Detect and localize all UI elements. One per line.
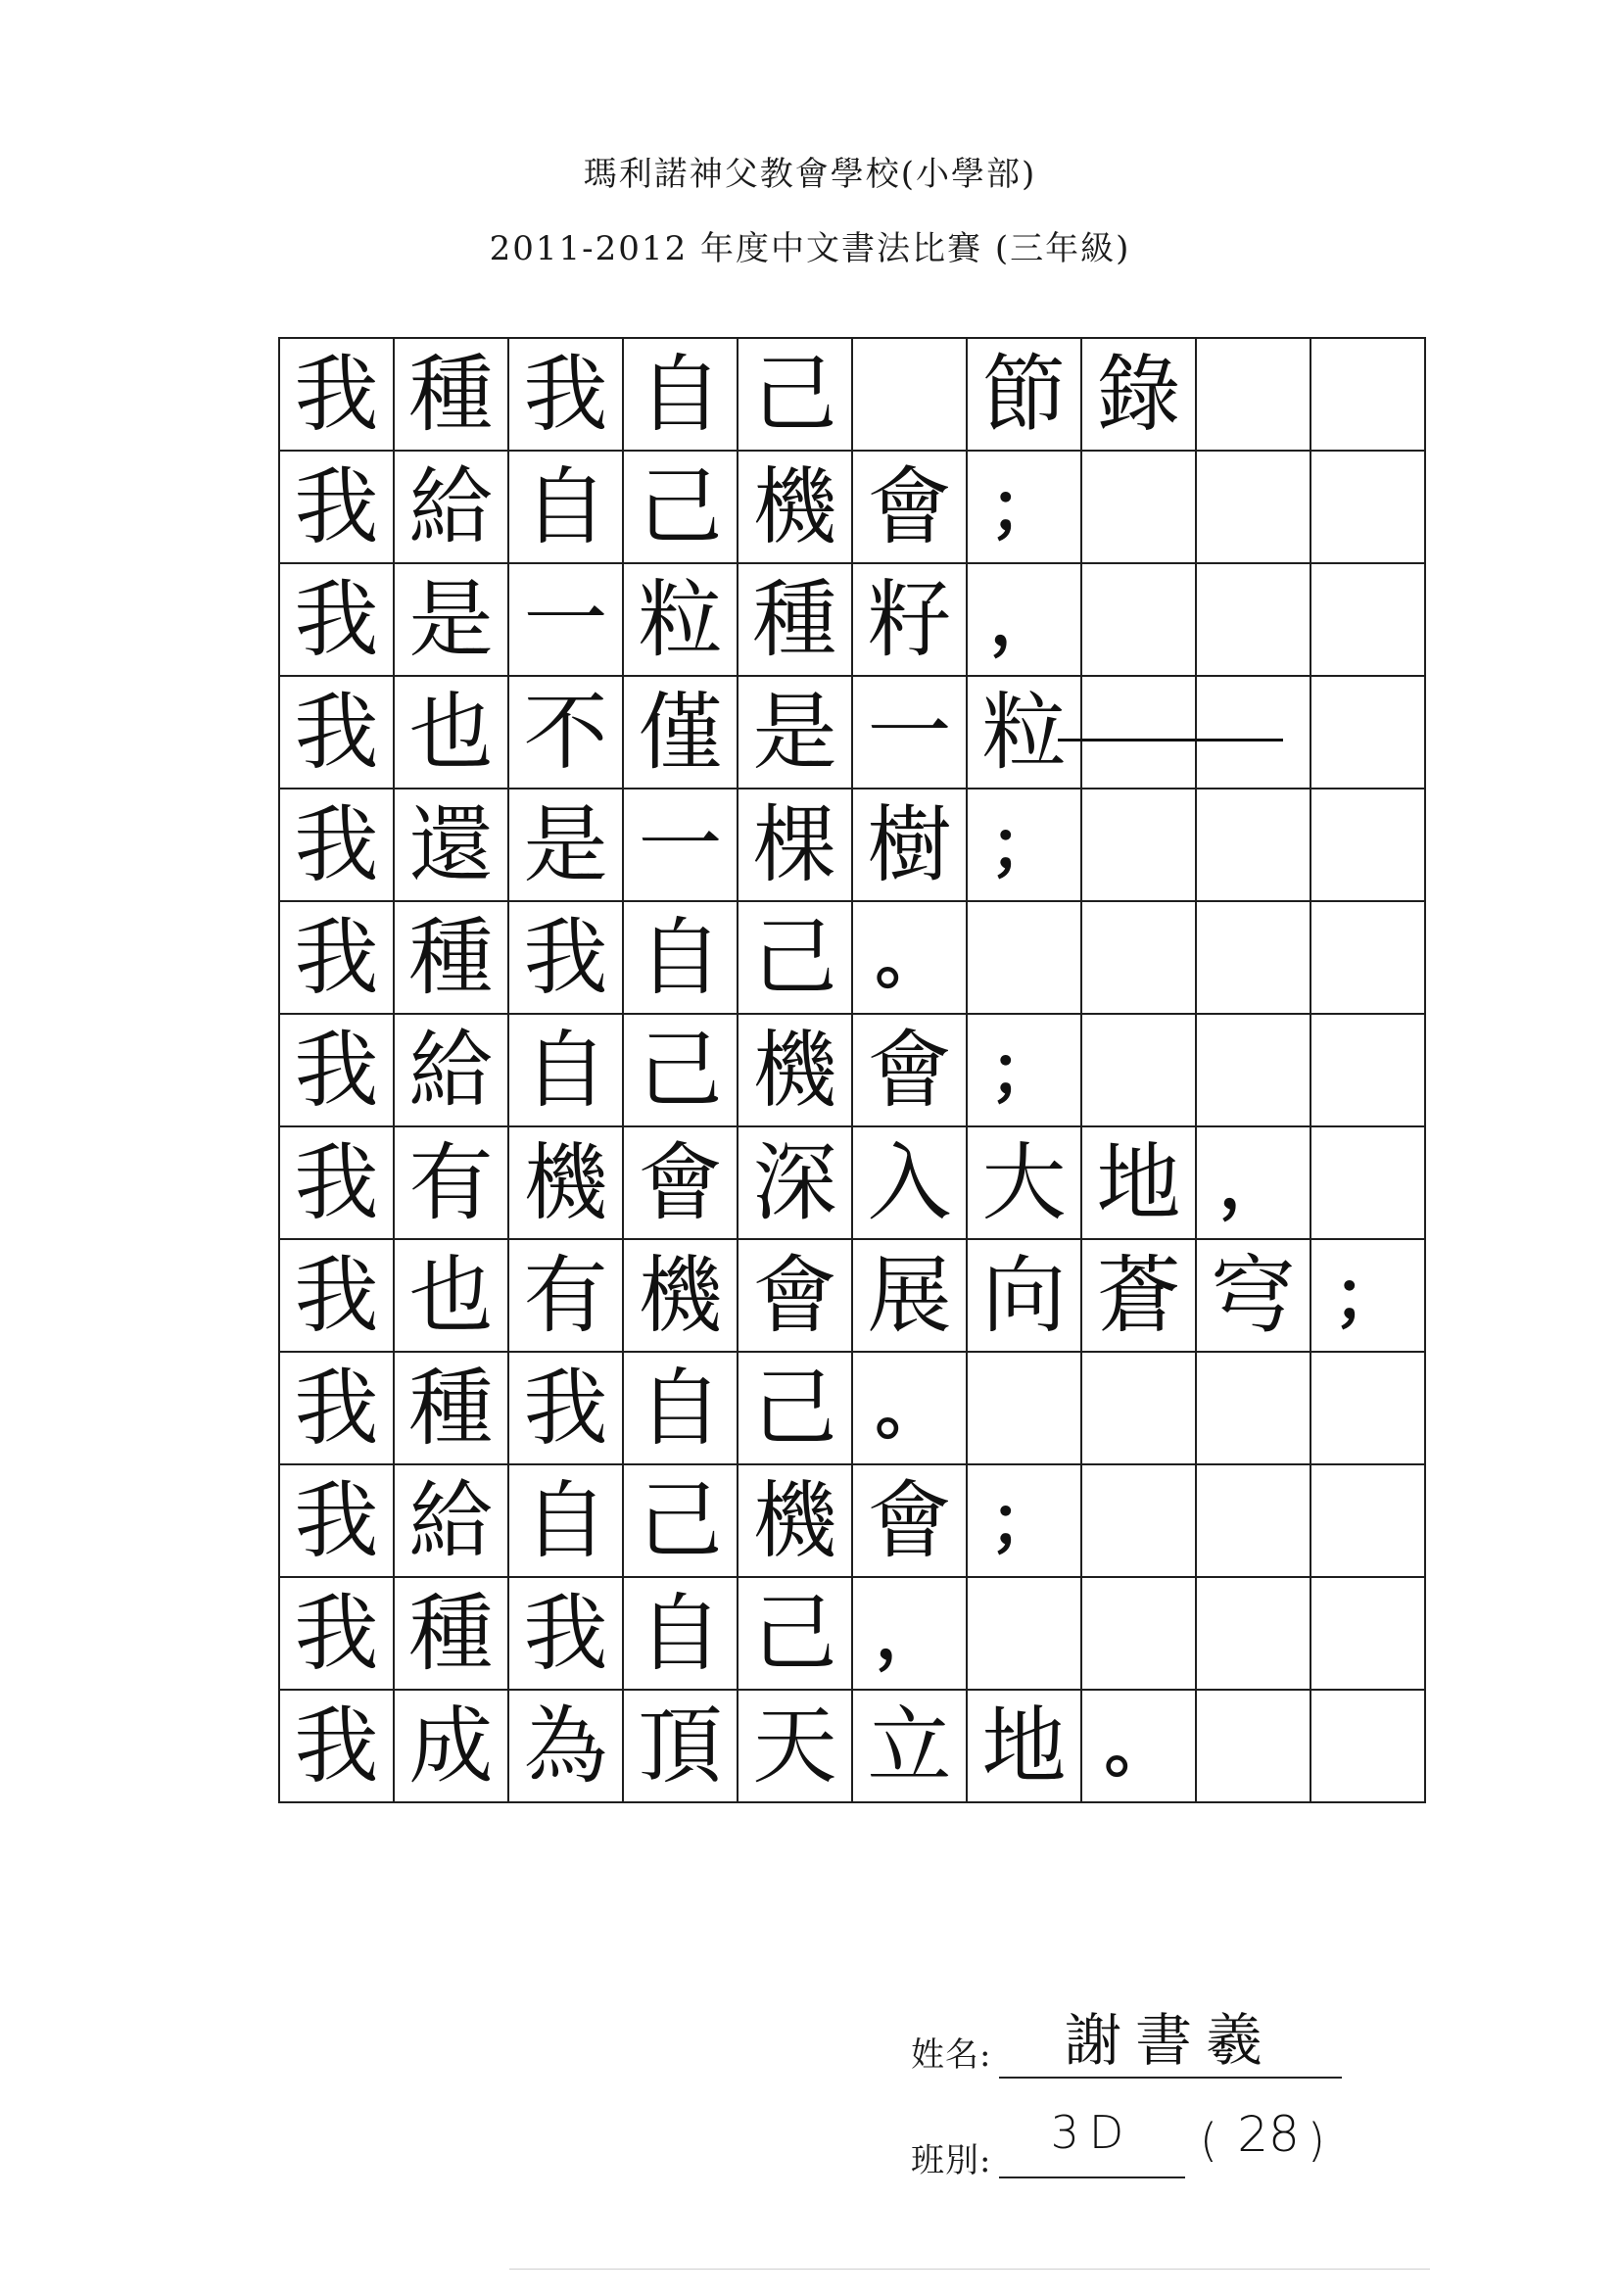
grid-cell: 種 (394, 1577, 508, 1690)
grid-cell: 深 (738, 1126, 852, 1239)
grid-cell: 成 (394, 1690, 508, 1802)
grid-cell: 我 (279, 1014, 394, 1126)
grid-row (279, 1690, 1425, 1802)
grid-cell: 我 (279, 338, 394, 451)
grid-cell: 。 (852, 901, 967, 1014)
grid-cell: 己 (623, 1464, 738, 1577)
grid-row (279, 1014, 1425, 1126)
grid-cell: 展 (852, 1239, 967, 1352)
grid-cell: 是 (508, 789, 623, 901)
grid-cell: 也 (394, 676, 508, 789)
grid-cell: 我 (279, 901, 394, 1014)
grid-cell (1196, 451, 1310, 563)
grid-cell: 有 (508, 1239, 623, 1352)
grid-cell: 機 (738, 1014, 852, 1126)
grid-cell: 籽 (852, 563, 967, 676)
grid-cell (1196, 901, 1310, 1014)
grid-cell: 天 (738, 1690, 852, 1802)
grid-cell: 入 (852, 1126, 967, 1239)
grid-cell: ， (967, 563, 1081, 676)
grid-cell: 頂 (623, 1690, 738, 1802)
grid-cell: 樹 (852, 789, 967, 901)
grid-cell (1081, 676, 1196, 789)
grid-cell: 機 (508, 1126, 623, 1239)
grid-cell: 己 (738, 338, 852, 451)
grid-cell: ； (967, 1014, 1081, 1126)
grid-cell: 種 (394, 338, 508, 451)
grid-cell (1081, 1464, 1196, 1577)
grid-cell: 是 (394, 563, 508, 676)
grid-cell: 種 (738, 563, 852, 676)
grid-cell (1310, 1690, 1425, 1802)
grid-cell: 是 (738, 676, 852, 789)
grid-cell (1310, 789, 1425, 901)
grid-cell (1081, 1352, 1196, 1464)
grid-cell (1196, 1577, 1310, 1690)
grid-cell: 己 (738, 901, 852, 1014)
grid-cell: ， (1196, 1126, 1310, 1239)
grid-cell: 地 (1081, 1126, 1196, 1239)
grid-row (279, 1577, 1425, 1690)
grid-cell: 錄 (1081, 338, 1196, 451)
seat-open-paren: ( (1200, 2114, 1217, 2167)
grid-cell (1310, 1014, 1425, 1126)
grid-cell: 向 (967, 1239, 1081, 1352)
grid-cell: 我 (279, 1352, 394, 1464)
grid-cell: 粒 (967, 676, 1081, 789)
grid-cell (1081, 563, 1196, 676)
grid-cell: 己 (738, 1352, 852, 1464)
grid-cell: ； (1310, 1239, 1425, 1352)
grid-cell: 自 (623, 1352, 738, 1464)
grid-cell: 自 (623, 901, 738, 1014)
bottom-rule (509, 2269, 1430, 2270)
grid-cell: 為 (508, 1690, 623, 1802)
grid-cell: 地 (967, 1690, 1081, 1802)
name-underline (999, 2077, 1342, 2079)
class-underline (999, 2176, 1185, 2178)
grid-cell: 我 (279, 1239, 394, 1352)
grid-cell: 也 (394, 1239, 508, 1352)
class-value: 3D (1050, 2106, 1134, 2159)
grid-cell (1310, 1464, 1425, 1577)
grid-cell: 立 (852, 1690, 967, 1802)
grid-cell (1081, 1577, 1196, 1690)
name-value: 謝書羲 (1064, 2007, 1276, 2074)
grid-cell: 自 (508, 451, 623, 563)
grid-cell: ， (852, 1577, 967, 1690)
grid-cell: 我 (508, 1577, 623, 1690)
grid-cell: 我 (279, 1577, 394, 1690)
grid-cell: 會 (852, 451, 967, 563)
dash-mark (1058, 739, 1283, 741)
grid-cell (1196, 1014, 1310, 1126)
grid-row (279, 338, 1425, 451)
seat-number: 28 (1237, 2106, 1300, 2163)
grid-cell: 我 (508, 338, 623, 451)
grid-cell: 給 (394, 1014, 508, 1126)
grid-cell: 節 (967, 338, 1081, 451)
grid-cell: 我 (279, 563, 394, 676)
grid-cell: 我 (508, 901, 623, 1014)
grid-cell: 會 (623, 1126, 738, 1239)
seat-close-paren: ) (1308, 2114, 1325, 2167)
grid-cell (1310, 451, 1425, 563)
grid-cell (1196, 563, 1310, 676)
grid-cell (852, 338, 967, 451)
grid-cell: 我 (279, 451, 394, 563)
grid-cell (1081, 451, 1196, 563)
grid-cell: 穹 (1196, 1239, 1310, 1352)
grid-row (279, 1352, 1425, 1464)
grid-row (279, 1126, 1425, 1239)
grid-cell: 會 (738, 1239, 852, 1352)
grid-cell: 己 (738, 1577, 852, 1690)
name-label: 姓名: (911, 2035, 992, 2075)
grid-cell: 種 (394, 901, 508, 1014)
grid-cell (1196, 338, 1310, 451)
grid-cell (1196, 789, 1310, 901)
grid-row (279, 901, 1425, 1014)
grid-cell: 僅 (623, 676, 738, 789)
grid-cell: 一 (623, 789, 738, 901)
grid-cell: 粒 (623, 563, 738, 676)
grid-cell (1081, 901, 1196, 1014)
grid-cell (1081, 789, 1196, 901)
school-name: 瑪利諾神父教會學校(小學部) (583, 155, 1037, 194)
grid-cell: 己 (623, 1014, 738, 1126)
grid-cell: ； (967, 1464, 1081, 1577)
grid-cell (967, 1352, 1081, 1464)
grid-row (279, 451, 1425, 563)
grid-cell (967, 901, 1081, 1014)
grid-cell: 給 (394, 1464, 508, 1577)
grid-cell: 有 (394, 1126, 508, 1239)
grid-cell: 。 (1081, 1690, 1196, 1802)
grid-cell: 一 (852, 676, 967, 789)
grid-cell: 自 (623, 1577, 738, 1690)
grid-cell: 棵 (738, 789, 852, 901)
grid-cell (1310, 1577, 1425, 1690)
grid-cell: 大 (967, 1126, 1081, 1239)
grid-cell (1310, 1126, 1425, 1239)
grid-row (279, 563, 1425, 676)
grid-row (279, 676, 1425, 789)
grid-cell: 自 (508, 1014, 623, 1126)
grid-cell: 不 (508, 676, 623, 789)
grid-cell (1196, 1690, 1310, 1802)
grid-cell: 我 (279, 676, 394, 789)
grid-row (279, 1239, 1425, 1352)
grid-cell: 己 (623, 451, 738, 563)
grid-cell (1196, 1352, 1310, 1464)
grid-cell (1081, 1014, 1196, 1126)
grid-cell: 還 (394, 789, 508, 901)
grid-cell: 機 (623, 1239, 738, 1352)
grid-cell (967, 1577, 1081, 1690)
grid-cell: 我 (279, 1126, 394, 1239)
grid-cell (1310, 1352, 1425, 1464)
grid-cell: 一 (508, 563, 623, 676)
grid-cell: ； (967, 789, 1081, 901)
grid-cell (1196, 1464, 1310, 1577)
grid-cell: 機 (738, 1464, 852, 1577)
grid-cell (1196, 676, 1310, 789)
grid-cell: 我 (508, 1352, 623, 1464)
grid-row (279, 1464, 1425, 1577)
grid-cell: 我 (279, 1690, 394, 1802)
grid-cell: 種 (394, 1352, 508, 1464)
grid-cell: 機 (738, 451, 852, 563)
grid-cell (1310, 676, 1425, 789)
grid-cell: 給 (394, 451, 508, 563)
class-label: 班別: (911, 2141, 992, 2180)
grid-cell: 我 (279, 789, 394, 901)
grid-cell: 自 (623, 338, 738, 451)
contest-title: 2011-2012 年度中文書法比賽 (三年級) (489, 229, 1131, 268)
grid-cell (1310, 338, 1425, 451)
grid-cell: 。 (852, 1352, 967, 1464)
writing-grid (278, 337, 1426, 1803)
grid-row (279, 789, 1425, 901)
grid-cell: 會 (852, 1014, 967, 1126)
grid-cell: 會 (852, 1464, 967, 1577)
grid-body (279, 338, 1425, 1802)
grid-cell (1310, 901, 1425, 1014)
grid-cell (1310, 563, 1425, 676)
grid-cell: 我 (279, 1464, 394, 1577)
grid-cell: ； (967, 451, 1081, 563)
grid-cell: 蒼 (1081, 1239, 1196, 1352)
grid-cell: 自 (508, 1464, 623, 1577)
